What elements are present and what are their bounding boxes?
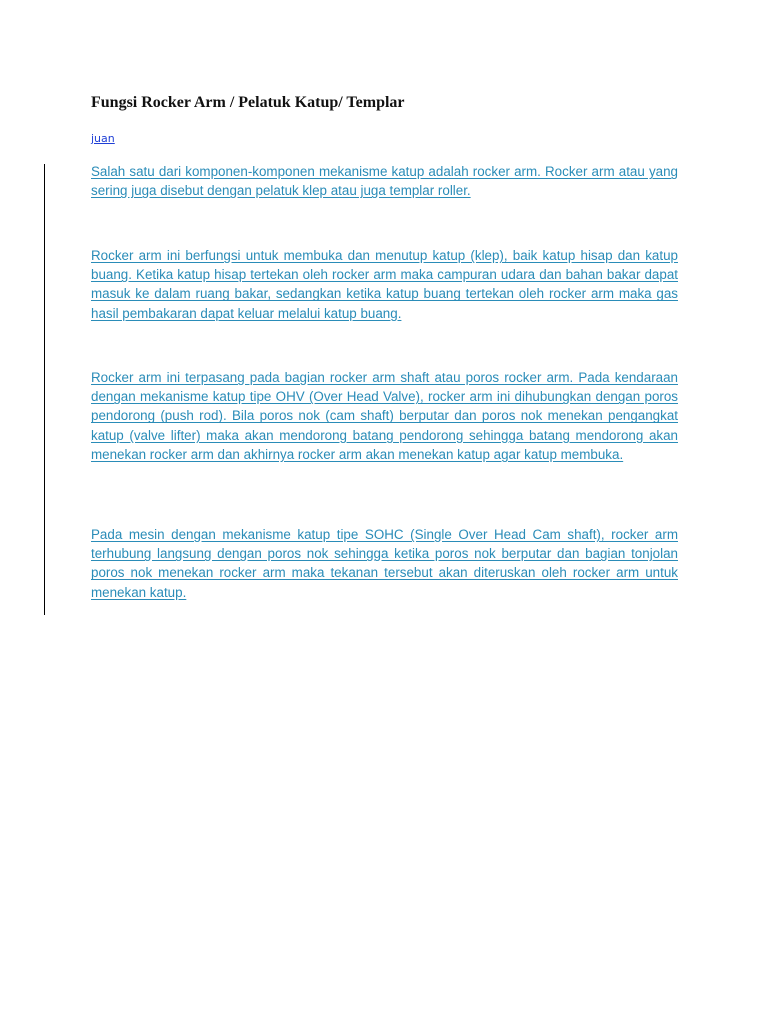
paragraph-4[interactable]: Pada mesin dengan mekanisme katup tipe SOHC (Single Over Head Cam shaft), rocker arm terhubung langsung dengan poros nok sehingga ketika poros nok berputar dan bagian tonjolan poros nok menekan rocker arm maka tekanan tersebut akan diteruskan oleh rocker arm untuk menekan katup.: [91, 527, 678, 600]
margin-change-bar: [44, 164, 45, 615]
document-title: Fungsi Rocker Arm / Pelatuk Katup/ Templar: [91, 94, 405, 111]
paragraph-3[interactable]: Rocker arm ini terpasang pada bagian rocker arm shaft atau poros rocker arm. Pada kendaraan dengan mekanisme katup tipe OHV (Over Head Valve), rocker arm ini dihubungkan dengan poros pendorong (push rod). Bila poros nok (cam shaft) berputar dan poros nok menekan pengangkat katup (valve lifter) maka akan mendorong batang pendorong sehingga batang mendorong akan menekan rocker arm dan akhirnya rocker arm akan menekan katup agar katup membuka.: [91, 370, 678, 462]
paragraph-1[interactable]: Salah satu dari komponen-komponen mekanisme katup adalah rocker arm. Rocker arm atau yang sering juga disebut dengan pelatuk klep atau juga templar roller.: [91, 164, 678, 199]
paragraph-2[interactable]: Rocker arm ini berfungsi untuk membuka dan menutup katup (klep), baik katup hisap dan katup buang. Ketika katup hisap tertekan oleh rocker arm maka campuran udara dan bahan bakar dapat masuk ke dalam ruang bakar, sedangkan ketika katup buang tertekan oleh rocker arm maka gas hasil pembakaran dapat keluar melalui katup buang.: [91, 248, 678, 321]
author-link[interactable]: juan: [91, 132, 115, 145]
